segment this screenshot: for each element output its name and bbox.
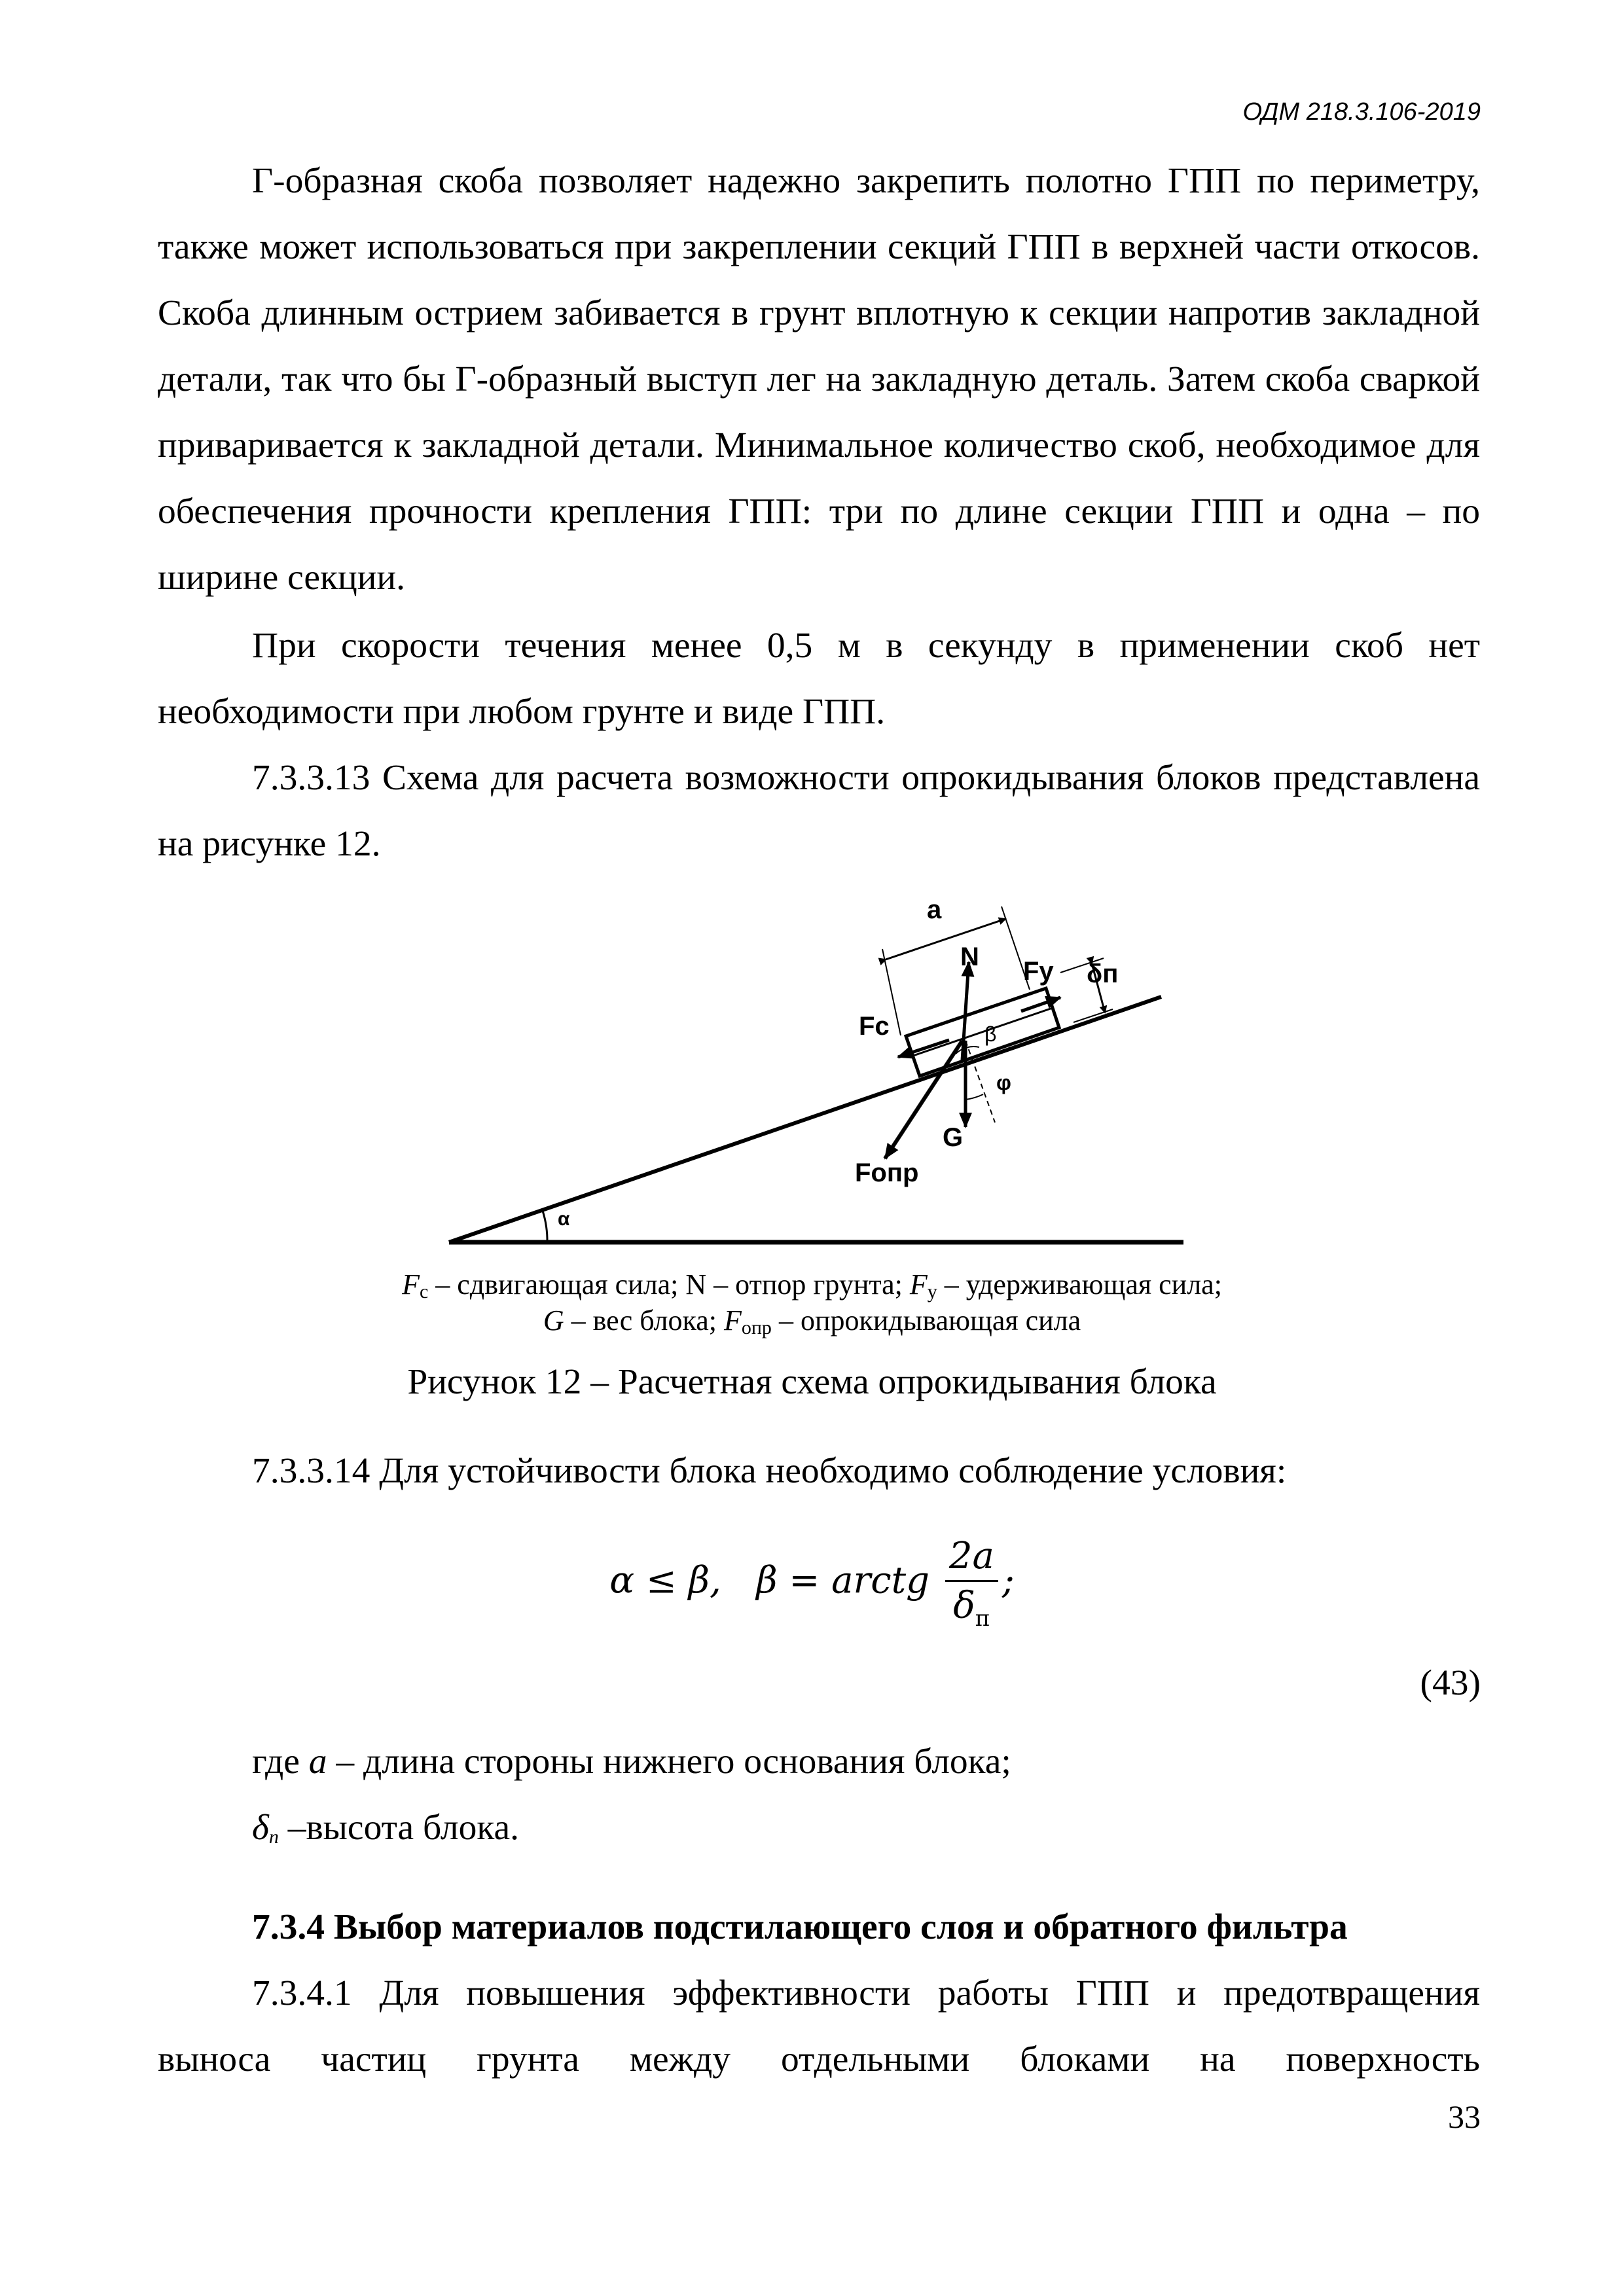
page-number: 33	[1448, 2098, 1481, 2135]
alpha-arc	[543, 1211, 547, 1242]
label-alpha: α	[558, 1208, 570, 1230]
label-fy: Fy	[1023, 957, 1054, 986]
figure-legend-line-2: G – вес блока; $F_{опр}$ – опрокидывающая сила	[543, 1304, 1081, 1338]
slope-line	[449, 997, 1161, 1242]
paragraph-7-3-3-13: 7.3.3.13 Схема для расчета возможности опрокидывания блоков представлена на рисунке 12.	[158, 758, 1480, 864]
label-fopr: Fопр	[855, 1158, 919, 1187]
figure-legend-line-1: $F_c$ – сдвигающая сила; N – отпор грунта; $F_y$ – удерживающая сила;	[402, 1268, 1222, 1302]
label-beta: β	[984, 1022, 997, 1046]
label-fc: Fc	[859, 1012, 890, 1041]
formula-43: α ≤ β, β = arctg $\frac{2a}{\delta_п}$ ;	[609, 1535, 1015, 1632]
where-a: где a – длина стороны нижнего основания блока;	[252, 1742, 1011, 1782]
where-delta: $\delta_n$ –высота блока.	[252, 1808, 519, 1848]
paragraph-flow-speed: При скорости течения менее 0,5 м в секунду в применении скоб нет необходимости при любом грунте и виде ГПП.	[158, 626, 1480, 732]
label-n: N	[960, 942, 979, 971]
label-phi: φ	[996, 1071, 1011, 1094]
paragraph-bracket: Г-образная скоба позволяет надежно закрепить полотно ГПП по периметру, также может использоваться при закреплении секций ГПП в верхней части откосов. Скоба длинным острием забивается в грунт вплотную к секции напротив закладной детали, так что бы Г-образный выступ лег на закладную деталь. Затем скоба сваркой приваривается к закладной детали. Минимальное количество скоб, необходимое для обеспечения прочности крепления ГПП: три по длине секции ГПП и одна – по ширине секции.	[158, 161, 1480, 598]
paragraph-7-3-4-1-line-1: 7.3.4.1 Для повышения эффективности работы ГПП и предотвращения	[252, 1973, 1480, 2013]
label-a: a	[927, 895, 942, 924]
label-g: G	[943, 1123, 964, 1152]
section-heading-7-3-4: 7.3.4 Выбор материалов подстилающего слоя и обратного фильтра	[252, 1907, 1348, 1947]
paragraph-7-3-3-14: 7.3.3.14 Для устойчивости блока необходимо соблюдение условия:	[252, 1451, 1287, 1491]
equation-number: (43)	[1420, 1663, 1481, 1703]
fc-arrow	[898, 1040, 949, 1057]
paragraph-7-3-4-1-line-2: выноса частиц грунта между отдельными блоками на поверхность	[158, 2039, 1480, 2079]
document-code: ОДМ 218.3.106-2019	[1242, 98, 1481, 126]
figure-caption: Рисунок 12 – Расчетная схема опрокидывания блока	[407, 1362, 1217, 1402]
label-delta-p: δп	[1087, 960, 1119, 988]
dimension-a	[886, 919, 1005, 960]
